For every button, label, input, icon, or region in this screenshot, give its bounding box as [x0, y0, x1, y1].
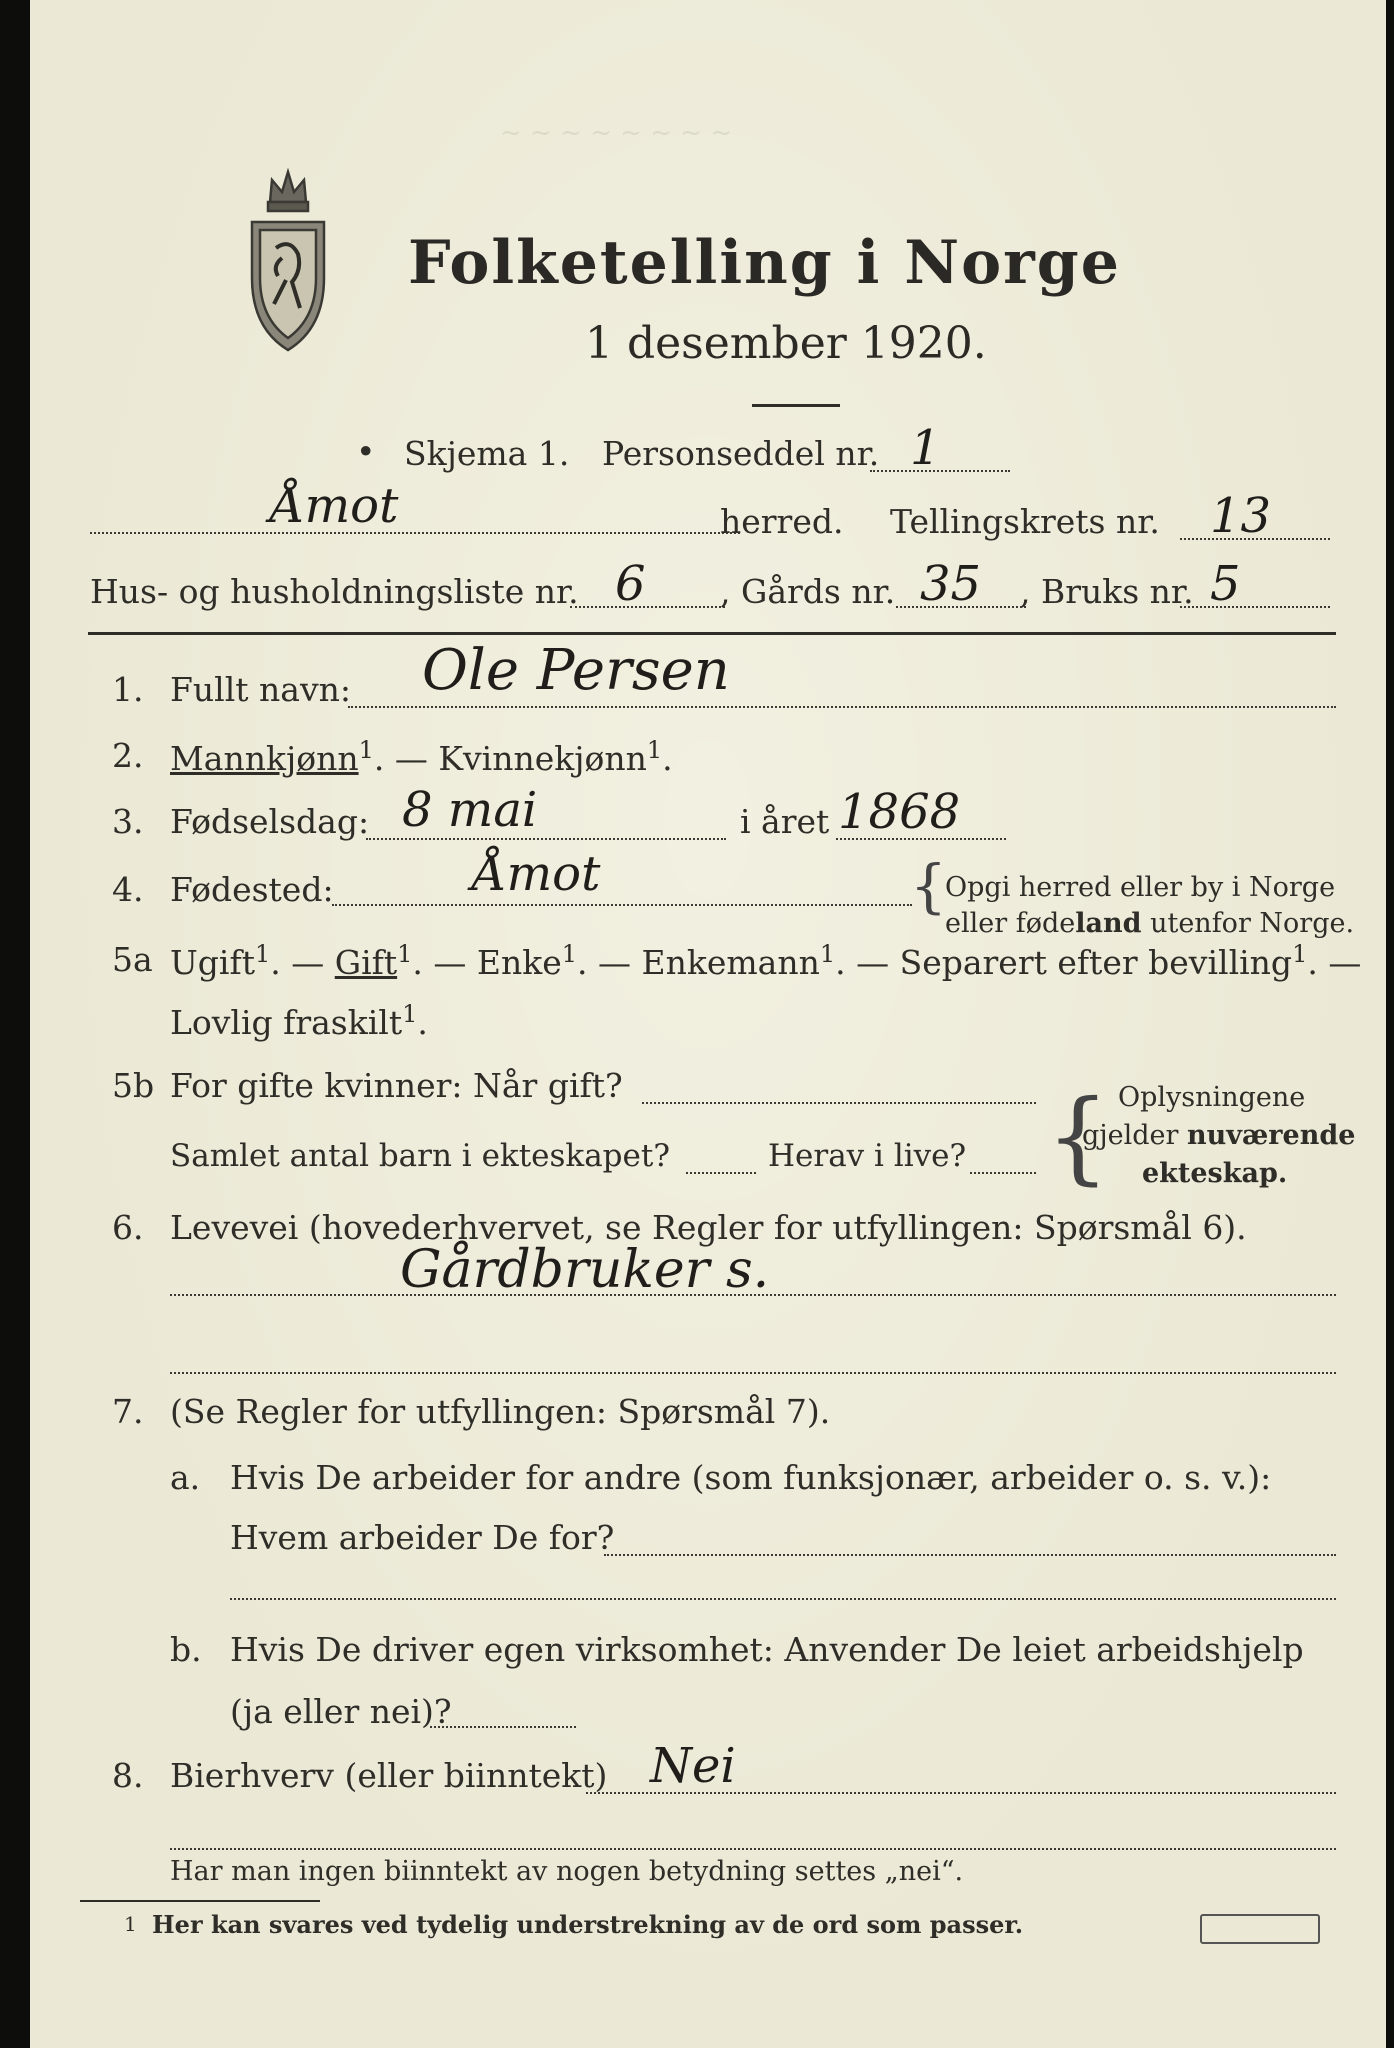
bruks-label: , Bruks nr.	[1020, 572, 1194, 611]
q7a-line2: Hvem arbeider De for?	[230, 1518, 615, 1557]
gards-value: 35	[920, 556, 982, 612]
mannkjonn-option: Mannkjønn	[170, 739, 359, 778]
personseddel-label: Personseddel nr.	[602, 434, 880, 473]
footnote-text: Her kan svares ved tydelig understrekning av de ord som passer.	[152, 1910, 1024, 1939]
q7-label: (Se Regler for utfyllingen: Spørsmål 7).	[170, 1392, 831, 1431]
herred-label: herred.	[720, 502, 844, 541]
full-name-value: Ole Persen	[422, 638, 730, 703]
bleed-through: ~ ~ ~ ~ ~ ~ ~ ~	[500, 118, 733, 148]
q5b-alive-line	[970, 1172, 1036, 1174]
q7-number: 7.	[112, 1392, 144, 1431]
q5b-note-1: Oplysningene	[1118, 1082, 1306, 1113]
tellingskrets-value: 13	[1210, 488, 1272, 544]
header-rule	[88, 632, 1336, 635]
skjema-label: Skjema 1.	[404, 434, 570, 473]
biinntekt-note: Har man ingen biinntekt av nogen betydning settes „nei“.	[170, 1856, 964, 1887]
q7a-line	[604, 1554, 1336, 1556]
herred-value: Åmot	[270, 478, 399, 534]
census-form-page	[30, 0, 1386, 2048]
birth-year-value: 1868	[838, 784, 961, 840]
bullet-dot: •	[356, 432, 376, 471]
q4-number: 4.	[112, 870, 144, 909]
q5b-line2b: Herav i live?	[768, 1138, 967, 1174]
birthplace-value: Åmot	[472, 846, 601, 902]
q7a-line-2	[230, 1598, 1336, 1600]
q4-note-2: eller fødeland utenfor Norge.	[945, 908, 1355, 939]
bruks-value: 5	[1210, 556, 1241, 612]
footnote-rule	[80, 1900, 320, 1902]
side-income-value: Nei	[650, 1738, 736, 1794]
kvinnekjonn-option: Kvinnekjønn	[438, 739, 647, 778]
q5a-options: Ugift$^1$. — Gift$^1$. — Enke$^1$. — Enkemann$^1$. — Separert efter bevilling$^1$. —	[170, 940, 1362, 982]
q7b-letter: b.	[170, 1630, 202, 1669]
q4-brace: {	[910, 852, 947, 920]
q7b-line2: (ja eller nei)?	[230, 1692, 452, 1731]
q3-line	[366, 838, 726, 840]
gards-label: , Gårds nr.	[720, 572, 896, 611]
form-title: Folketelling i Norge	[408, 228, 1121, 298]
q5a-line2: Lovlig fraskilt$^1$.	[170, 1000, 428, 1042]
coat-of-arms-icon	[242, 158, 334, 358]
printer-stamp	[1200, 1914, 1320, 1944]
q5b-line1: For gifte kvinner: Når gift?	[170, 1066, 623, 1105]
year-label: i året	[740, 802, 830, 841]
q3-number: 3.	[112, 802, 144, 841]
q1-line	[348, 706, 1336, 708]
hus-label: Hus- og husholdningsliste nr.	[90, 572, 579, 611]
q8-label: Bierhverv (eller biinntekt)	[170, 1756, 608, 1795]
q5b-gift-line	[642, 1102, 1036, 1104]
q5a-number: 5a	[112, 940, 153, 979]
q1-label: Fullt navn:	[170, 670, 351, 709]
bruks-line	[1180, 606, 1330, 608]
q7b-line1: Hvis De driver egen virksomhet: Anvender De leiet arbeidshjelp	[230, 1630, 1304, 1669]
q3-label: Fødselsdag:	[170, 802, 370, 841]
personseddel-value: 1	[910, 420, 941, 476]
title-divider	[752, 404, 840, 407]
q5b-line2a: Samlet antal barn i ekteskapet?	[170, 1138, 670, 1174]
birthday-value: 8 mai	[402, 782, 538, 838]
tellingskrets-label: Tellingskrets nr.	[890, 502, 1160, 541]
q8-number: 8.	[112, 1756, 144, 1795]
occupation-value: Gårdbruker s.	[400, 1240, 770, 1300]
q8-line-2	[170, 1848, 1336, 1850]
q1-number: 1.	[112, 670, 144, 709]
hus-line	[570, 606, 725, 608]
q4-label: Fødested:	[170, 870, 334, 909]
q7a-letter: a.	[170, 1458, 201, 1497]
footnote-mark: 1	[124, 1912, 137, 1936]
q6-number: 6.	[112, 1208, 144, 1247]
q6-label: Levevei (hovederhvervet, se Regler for utfyllingen: Spørsmål 6).	[170, 1208, 1247, 1247]
q7b-line	[430, 1726, 576, 1728]
q6-line-2	[170, 1372, 1336, 1374]
q4-note-1: Opgi herred eller by i Norge	[945, 872, 1336, 903]
hus-value: 6	[615, 556, 646, 612]
herred-line	[90, 532, 740, 534]
q4-line	[332, 904, 912, 906]
q2-options: Mannkjønn$^1$. — Kvinnekjønn$^1$.	[170, 736, 673, 778]
q2-number: 2.	[112, 736, 144, 775]
q5b-note-2: gjelder nuværende	[1082, 1120, 1356, 1151]
gift-option: Gift	[334, 943, 398, 982]
q5b-children-line	[686, 1172, 756, 1174]
q5b-brace: {	[1046, 1078, 1110, 1195]
q5b-number: 5b	[112, 1066, 155, 1105]
q5b-note-3: ekteskap.	[1142, 1158, 1288, 1189]
census-date: 1 desember 1920.	[585, 318, 987, 369]
q7a-line1: Hvis De arbeider for andre (som funksjonær, arbeider o. s. v.):	[230, 1458, 1272, 1497]
